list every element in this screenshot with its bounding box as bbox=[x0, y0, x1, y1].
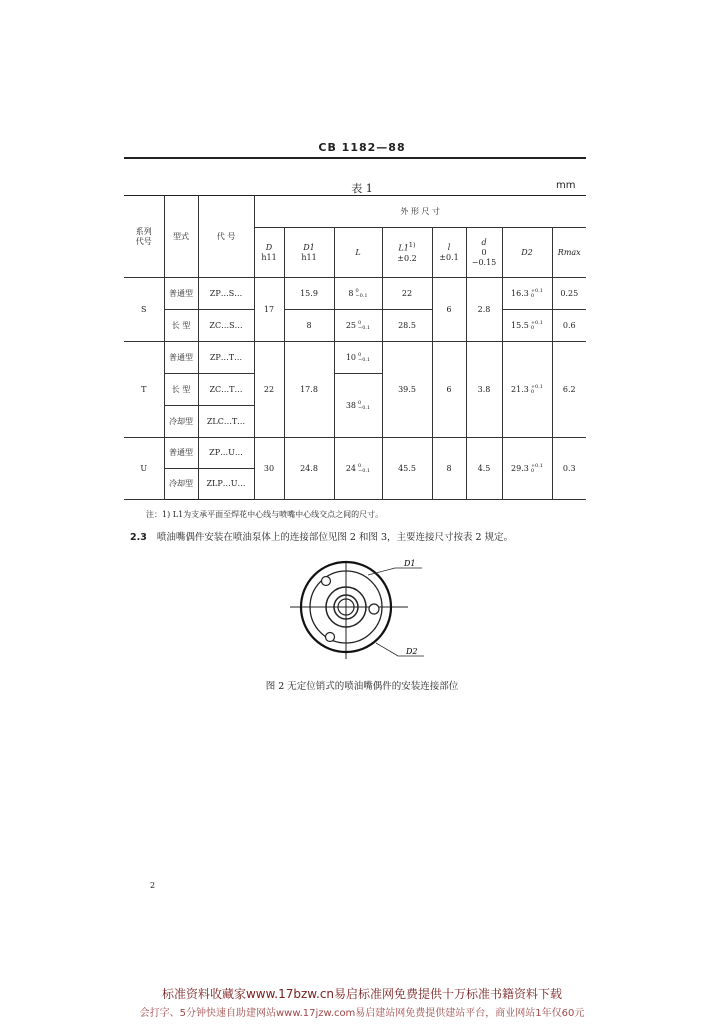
header-code: 代 号 bbox=[198, 196, 254, 278]
header-dimensions: 外 形 尺 寸 bbox=[254, 196, 586, 228]
cell: 8 bbox=[432, 438, 466, 500]
cell: 45.5 bbox=[382, 438, 432, 500]
cell: ZP…U… bbox=[198, 438, 254, 469]
cell: 长 型 bbox=[164, 310, 198, 342]
bolt-hole bbox=[322, 577, 331, 586]
cell: ZLC…T… bbox=[198, 406, 254, 438]
cell: 0.3 bbox=[552, 438, 586, 500]
cell: 3.8 bbox=[466, 342, 502, 438]
header-series: 系列 代号 bbox=[124, 196, 164, 278]
cell: 6 bbox=[432, 342, 466, 438]
bolt-hole bbox=[369, 604, 379, 614]
cell: 39.5 bbox=[382, 342, 432, 438]
table-row bbox=[124, 342, 586, 374]
table-row bbox=[124, 310, 586, 342]
cell: 6 bbox=[432, 278, 466, 342]
header-D: D h11 bbox=[254, 228, 284, 278]
cell: 24 0 −0.1 bbox=[334, 438, 382, 500]
cell: 30 bbox=[254, 438, 284, 500]
paragraph-2-3: 2.3 喷油嘴偶件安装在喷油泵体上的连接部位见图 2 和图 3，主要连接尺寸按表 2 规定。 bbox=[130, 532, 514, 543]
header-D2: D2 bbox=[502, 228, 552, 278]
cell: 22 bbox=[382, 278, 432, 310]
cell: 4.5 bbox=[466, 438, 502, 500]
cell: ZC…S… bbox=[198, 310, 254, 342]
cell: 普通型 bbox=[164, 342, 198, 374]
figure-2-drawing bbox=[290, 555, 450, 667]
cell: ZP…T… bbox=[198, 342, 254, 374]
cell: 28.5 bbox=[382, 310, 432, 342]
cell: 16.3 +0.1 0 bbox=[502, 278, 552, 310]
cell: 22 bbox=[254, 342, 284, 438]
header-L: L bbox=[334, 228, 382, 278]
cell: 29.3 +0.1 0 bbox=[502, 438, 552, 500]
header-d: d 0 −0.15 bbox=[466, 228, 502, 278]
cell: 普通型 bbox=[164, 438, 198, 469]
cell: 冷却型 bbox=[164, 406, 198, 438]
d1-label: D1 bbox=[404, 559, 416, 568]
d2-label: D2 bbox=[406, 647, 418, 656]
cell: 17 bbox=[254, 278, 284, 342]
cell: S bbox=[124, 278, 164, 342]
header-l: l ±0.1 bbox=[432, 228, 466, 278]
table-footnote: 注：1) L1为支承平面至焊花中心线与喷嘴中心线交点之间的尺寸。 bbox=[146, 510, 384, 519]
table-title: 表 1 bbox=[351, 182, 373, 195]
figure-caption: 图 2 无定位销式的喷油嘴偶件的安装连接部位 bbox=[265, 681, 459, 692]
footer-line-2: 会打字、5分钟快速自助建网站www.17jzw.com易启建站网免费提供建站平台，商业网站1年仅60元 bbox=[139, 1008, 585, 1019]
cell: 0.6 bbox=[552, 310, 586, 342]
cell: 38 0 −0.1 bbox=[334, 374, 382, 438]
table-row bbox=[124, 278, 586, 310]
cell: 25 0 −0.1 bbox=[334, 310, 382, 342]
cell: 冷却型 bbox=[164, 469, 198, 500]
cell: 15.9 bbox=[284, 278, 334, 310]
header-Rmax: Rmax bbox=[552, 228, 586, 278]
cell: ZC…T… bbox=[198, 374, 254, 406]
bolt-hole bbox=[326, 633, 335, 642]
header-rule bbox=[124, 157, 586, 159]
cell: 17.8 bbox=[284, 342, 334, 438]
page-number: 2 bbox=[150, 881, 156, 890]
cell: 15.5 +0.1 0 bbox=[502, 310, 552, 342]
header-type: 型式 bbox=[164, 196, 198, 278]
cell: ZLP…U… bbox=[198, 469, 254, 500]
header-D1: D1 h11 bbox=[284, 228, 334, 278]
cell: 普通型 bbox=[164, 278, 198, 310]
footer-line-1: 标准资料收藏家www.17bzw.cn易启标准网免费提供十万标准书籍资料下载 bbox=[161, 987, 563, 1001]
cell: 10 0 −0.1 bbox=[334, 342, 382, 374]
table-unit: mm bbox=[556, 180, 576, 191]
cell: 2.8 bbox=[466, 278, 502, 342]
cell: U bbox=[124, 438, 164, 500]
cell: ZP…S… bbox=[198, 278, 254, 310]
header-L1: $L1^{1)}$ ±0.2 bbox=[382, 228, 432, 278]
cell: T bbox=[124, 342, 164, 438]
cell: 6.2 bbox=[552, 342, 586, 438]
cell: 21.3 +0.1 0 bbox=[502, 342, 552, 438]
table-row bbox=[124, 438, 586, 469]
cell: 8 0 −0.1 bbox=[334, 278, 382, 310]
cell: 长 型 bbox=[164, 374, 198, 406]
cell: 0.25 bbox=[552, 278, 586, 310]
cell: 24.8 bbox=[284, 438, 334, 500]
dimension-table bbox=[124, 195, 586, 500]
cell: 8 bbox=[284, 310, 334, 342]
standard-code: CB 1182—88 bbox=[318, 141, 406, 154]
